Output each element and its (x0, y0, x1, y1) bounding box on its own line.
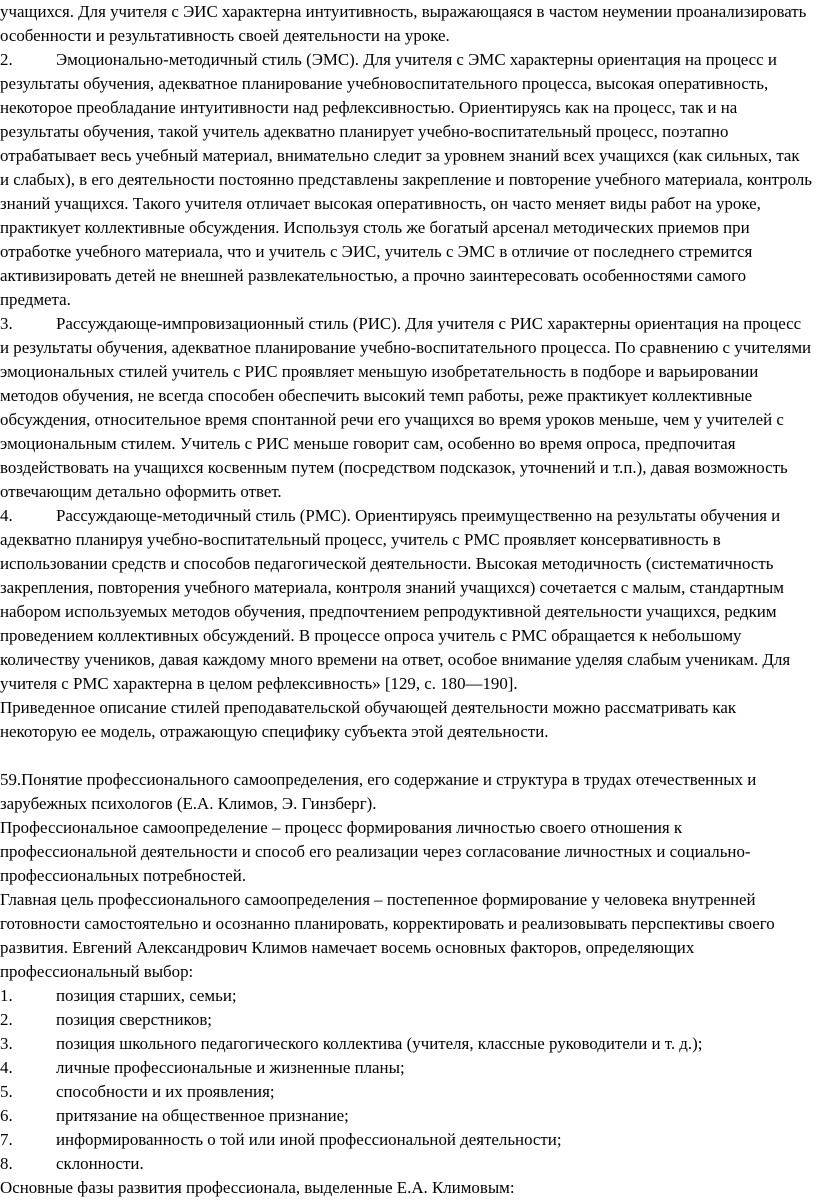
list-item (0, 1008, 812, 1032)
list-item-number: 8. (0, 1154, 13, 1173)
style-item-number: 2. (0, 50, 13, 69)
list-item-number: 4. (0, 1058, 13, 1077)
style-item-text: Рассуждающе-методичный стиль (РМС). Ориентируясь преимущественно на результаты обучения и адекватно планируя учебно-воспитательный процесс, учитель с РМС проявляет консервативность в использовании средств и способов педагогической деятельности. Высокая методичность (систематичность закрепления, повторения учебного материала, контроля знаний учащихся) сочетается с малым, стандартным набором используемых методов обучения, предпочтением репродуктивной деятельности учащихся, редким проведением коллективных обсуждений. В процессе опроса учитель с РМС обращается к небольшому количеству учеников, давая каждому много времени на ответ, особое внимание уделяя слабым ученикам. Для учителя с РМС характерна в целом рефлексивность» [129, с. 180—190]. (0, 506, 791, 693)
list-item (0, 1104, 812, 1128)
style-item-number: 4. (0, 506, 13, 525)
list-item-number: 5. (0, 1082, 13, 1101)
list-item-text: позиция школьного педагогического коллектива (учителя, классные руководители и т. д.); (56, 1034, 703, 1053)
factors-list (0, 984, 812, 1176)
list-item-number: 2. (0, 1010, 13, 1029)
goal-paragraph: Главная цель профессионального самоопределения – постепенное формирование у человека внутренней готовности самостоятельно и осознанно планировать, корректировать и реализовывать перспективы своего развития. Евгений Александрович Климов намечает восемь основных факторов, определяющих профессиональный выбор: (0, 890, 775, 981)
list-item-text: позиция сверстников; (56, 1010, 212, 1029)
list-item (0, 1032, 812, 1056)
list-item (0, 1152, 812, 1176)
list-item (0, 984, 812, 1008)
section-heading: 59.Понятие профессионального самоопределения, его содержание и структура в трудах отечественных и зарубежных психологов (Е.А. Климов, Э. Гинзберг). (0, 770, 757, 813)
list-item-number: 6. (0, 1106, 13, 1125)
paragraph-spacer (0, 744, 812, 768)
list-item (0, 1080, 812, 1104)
list-item-number: 1. (0, 986, 13, 1005)
style-item-ris (0, 312, 812, 504)
intro-paragraph-tail: учащихся. Для учителя с ЭИС характерна интуитивность, выражающаяся в частом неумении проанализировать особенности и результативность своей деятельности на уроке. (0, 2, 807, 45)
list-item-text: информированность о той или иной профессиональной деятельности; (56, 1130, 562, 1149)
list-item-text: притязание на общественное признание; (56, 1106, 349, 1125)
definition-paragraph: Профессиональное самоопределение – процесс формирования личностью своего отношения к профессиональной деятельности и способ его реализации через согласование личностных и социально-профессиональных потребностей. (0, 818, 751, 885)
list-item-number: 7. (0, 1130, 13, 1149)
list-item-text: склонности. (56, 1154, 144, 1173)
list-item-text: позиция старших, семьи; (56, 986, 237, 1005)
list-item-number: 3. (0, 1034, 13, 1053)
list-item-text: личные профессиональные и жизненные планы; (56, 1058, 405, 1077)
list-item (0, 1056, 812, 1080)
style-item-text: Рассуждающе-импровизационный стиль (РИС). Для учителя с РИС характерны ориентация на процесс и результаты обучения, адекватное планирование учебно-воспитательного процесса. По сравнению с учителями эмоциональных стилей учитель с РИС проявляет меньшую изобретательность в подборе и варьировании методов обучения, не всегда способен обеспечить высокий темп работы, реже практикует коллективные обсуждения, относительное время спонтанной речи его учащихся во время уроков меньше, чем у учителей с эмоциональным стилем. Учитель с РИС меньше говорит сам, особенно во время опроса, предпочитая воздействовать на учащихся косвенным путем (посредством подсказок, уточнений и т.п.), давая возможность отвечающим детально оформить ответ. (0, 314, 812, 501)
style-item-rms (0, 504, 812, 696)
summary-paragraph: Приведенное описание стилей преподавательской обучающей деятельности можно рассматривать как некоторую ее модель, отражающую специфику субъекта этой деятельности. (0, 698, 737, 741)
style-item-text: Эмоционально-методичный стиль (ЭМС). Для учителя с ЭМС характерны ориентация на процесс и результаты обучения, адекватное планирование учебновоспитательного процесса, высокая оперативность, некоторое преобладание интуитивности над рефлексивностью. Ориентируясь как на процесс, так и на результаты обучения, такой учитель адекватно планирует учебно-воспитательный процесс, поэтапно отрабатывает весь учебный материал, внимательно следит за уровнем знаний всех учащихся (как сильных, так и слабых), в его деятельности постоянно представлены закрепление и повторение учебного материала, контроль знаний учащихся. Такого учителя отличает высокая оперативность, он часто меняет виды работ на уроке, практикует коллективные обсуждения. Используя столь же богатый арсенал методических приемов при отработке учебного материала, что и учитель с ЭИС, учитель с ЭМС в отличие от последнего стремится активизировать детей не внешней развлекательностью, а прочно заинтересовать особенностями самого предмета. (0, 50, 812, 309)
list-item-text: способности и их проявления; (56, 1082, 275, 1101)
style-item-number: 3. (0, 314, 13, 333)
style-item-ems (0, 48, 812, 312)
list-item (0, 1128, 812, 1152)
phases-intro: Основные фазы развития профессионала, выделенные Е.А. Климовым: (0, 1178, 515, 1197)
